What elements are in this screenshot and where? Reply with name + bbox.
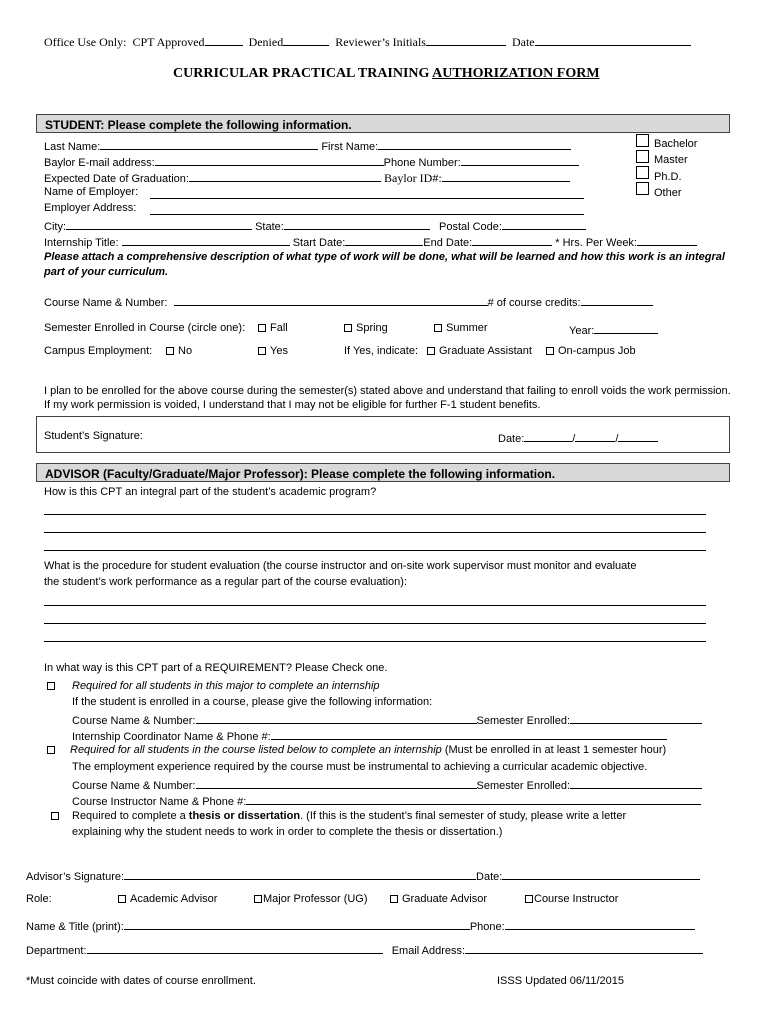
advisor-signature-row [26, 868, 700, 884]
campus-yes-option[interactable] [258, 345, 288, 358]
opt2-instructor-label: Course Instructor Name & Phone #: [72, 796, 247, 808]
phd-checkbox[interactable] [636, 166, 649, 179]
office-date-label: Date [511, 35, 535, 49]
end-date-label: End Date: [423, 237, 473, 249]
grad-date-label: Expected Date of Graduation: [44, 173, 189, 185]
employer-address-label: Employer Address: [44, 202, 137, 214]
summer-checkbox[interactable] [434, 324, 442, 332]
employer-address-field[interactable] [150, 214, 584, 215]
phd-label: Ph.D. [654, 171, 682, 183]
master-checkbox[interactable] [636, 150, 649, 163]
postal-field[interactable] [502, 218, 586, 230]
requirement-option-1-checkbox[interactable] [47, 680, 59, 693]
opt1-coordinator-label: Internship Coordinator Name & Phone #: [72, 731, 271, 743]
option-2-rest-text: (Must be enrolled in at least 1 semester hour) [441, 744, 667, 756]
year-field[interactable] [594, 322, 658, 334]
opt1-semester-label: Semester Enrolled: [476, 715, 571, 727]
credits-label: # of course credits: [487, 297, 581, 309]
q1-answer-line-3[interactable] [44, 550, 706, 551]
option-3-bold-text: thesis or dissertation [188, 810, 301, 822]
student-date-label: Date: [498, 433, 525, 445]
start-date-field[interactable] [345, 234, 423, 246]
q2-answer-line-1[interactable] [44, 605, 706, 606]
q2-answer-line-2[interactable] [44, 623, 706, 624]
advisor-email-field[interactable] [465, 942, 703, 954]
advisor-question-1: How is this CPT an integral part of the student’s academic program? [44, 486, 377, 498]
student-header-text: STUDENT: Please complete the following information. [45, 118, 352, 132]
other-label: Other [654, 187, 682, 199]
student-date-row [498, 430, 658, 446]
postal-label: Postal Code: [438, 221, 502, 233]
requirement-option-2-checkbox[interactable] [47, 744, 59, 757]
employer-field[interactable] [150, 198, 584, 199]
advisor-section-header [36, 463, 730, 482]
advisor-question-3: In what way is this CPT part of a REQUIREMENT? Please Check one. [44, 662, 388, 674]
opt2-instructor-row [72, 793, 701, 809]
q1-answer-line-2[interactable] [44, 532, 706, 533]
enrollment-agreement: I plan to be enrolled for the above course during the semester(s) stated above and understand that failing to enroll voids the work permission. If my work permission is voided, I understand that I may not be eligible for further F-1 student benefits. [44, 385, 731, 411]
role-major-professor-checkbox[interactable] [254, 895, 262, 903]
student-date-year[interactable] [618, 430, 658, 442]
name-title-row [26, 918, 695, 934]
denied-label: Denied [248, 35, 284, 49]
opt1-semester-field[interactable] [570, 712, 702, 724]
grad-assistant-checkbox[interactable] [427, 347, 435, 355]
role-academic-advisor-option[interactable] [118, 893, 217, 906]
requirement-option-2-instruction: The employment experience required by the course must be instrumental to achieving a curricular academic objective. [72, 761, 648, 773]
opt2-course-name-field[interactable] [196, 777, 477, 789]
role-major-professor-option[interactable] [254, 893, 368, 906]
advisor-email-label: Email Address: [391, 945, 466, 957]
grad-date-field[interactable] [189, 170, 381, 182]
grad-assistant-option[interactable] [427, 345, 532, 358]
name-title-field[interactable] [124, 918, 470, 930]
date-slash-1: / [572, 433, 576, 445]
option-3-pre-text: Required to complete a [72, 810, 189, 822]
student-section-header [36, 114, 730, 133]
phone-field[interactable] [461, 154, 579, 166]
role-academic-advisor-label: Academic Advisor [130, 893, 218, 905]
name-title-label: Name & Title (print): [26, 921, 124, 933]
employer-label: Name of Employer: [44, 186, 139, 198]
hours-field[interactable] [637, 234, 697, 246]
last-name-label: Last Name: [44, 141, 101, 153]
department-row [26, 942, 703, 958]
attach-description-note: Please attach a comprehensive description of what type of work will be done, what will be learned and how this work is an integral part of your curriculum. [44, 251, 725, 278]
campus-no-option[interactable] [166, 345, 192, 358]
advisor-signature-label: Advisor’s Signature: [26, 871, 125, 883]
other-checkbox[interactable] [636, 182, 649, 195]
last-name-field[interactable] [100, 138, 318, 150]
advisor-date-label: Date: [476, 871, 503, 883]
advisor-signature-field[interactable] [124, 868, 476, 880]
opt2-course-row [72, 777, 702, 793]
row-city [44, 218, 586, 234]
phone-label: Phone Number: [383, 157, 461, 169]
option-3-post-text: . (If this is the student’s final semester of study, please write a letter [300, 810, 627, 822]
start-date-label: Start Date: [292, 237, 346, 249]
city-field[interactable] [66, 218, 252, 230]
summer-option[interactable] [434, 322, 488, 335]
opt2-course-name-label: Course Name & Number: [72, 780, 196, 792]
requirement-option-3-label [72, 810, 626, 823]
summer-label: Summer [446, 322, 488, 334]
row-names [44, 138, 571, 154]
bachelor-label: Bachelor [654, 138, 698, 150]
hours-label: * Hrs. Per Week: [555, 237, 637, 249]
office-use-label: Office Use Only: [44, 35, 127, 49]
cpt-approved-label: CPT Approved [132, 35, 205, 49]
campus-no-label: No [178, 345, 193, 357]
campus-yes-checkbox[interactable] [258, 347, 266, 355]
row-course [44, 294, 653, 310]
requirement-option-3-instruction: explaining why the student needs to work in order to complete the thesis or dissertation.) [72, 826, 503, 838]
option-2-box[interactable] [47, 746, 55, 754]
q1-answer-line-1[interactable] [44, 514, 706, 515]
form-title-prefix: CURRICULAR PRACTICAL TRAINING [173, 66, 430, 81]
on-campus-job-label: On-campus Job [558, 345, 636, 357]
row-grad [44, 170, 570, 186]
fall-option[interactable] [258, 322, 288, 335]
opt2-semester-field[interactable] [570, 777, 702, 789]
credits-field[interactable] [581, 294, 653, 306]
advisor-question-2-line-2: the student’s work performance as a regular part of the course evaluation): [44, 576, 407, 588]
requirement-option-2-label [70, 744, 666, 757]
opt2-semester-label: Semester Enrolled: [476, 780, 571, 792]
master-label: Master [654, 154, 688, 166]
first-name-label: First Name: [321, 141, 379, 153]
department-label: Department: [26, 945, 87, 957]
department-field[interactable] [87, 942, 383, 954]
student-date-month[interactable] [524, 430, 572, 442]
requirement-option-3-checkbox[interactable] [51, 810, 63, 823]
city-label: City: [44, 221, 66, 233]
first-name-field[interactable] [378, 138, 571, 150]
spring-option[interactable] [344, 322, 388, 335]
spring-checkbox[interactable] [344, 324, 352, 332]
year-label: Year: [569, 325, 595, 337]
state-label: State: [255, 221, 284, 233]
row-employer-address [44, 202, 136, 215]
spring-label: Spring [356, 322, 388, 334]
student-signature-label: Student’s Signature: [44, 430, 143, 442]
campus-no-checkbox[interactable] [166, 347, 174, 355]
row-email [44, 154, 579, 170]
advisor-phone-field[interactable] [505, 918, 695, 930]
opt1-course-row [72, 712, 702, 728]
campus-yes-label: Yes [270, 345, 288, 357]
on-campus-job-option[interactable] [546, 345, 636, 358]
requirement-option-1-instruction: If the student is enrolled in a course, please give the following information: [72, 696, 433, 708]
row-internship [44, 234, 697, 250]
role-academic-advisor-checkbox[interactable] [118, 895, 126, 903]
email-field[interactable] [155, 154, 384, 166]
opt2-instructor-field[interactable] [246, 793, 701, 805]
email-label: Baylor E-mail address: [44, 157, 155, 169]
reviewer-initials-label: Reviewer’s Initials [335, 35, 426, 49]
on-campus-job-checkbox[interactable] [546, 347, 554, 355]
role-graduate-advisor-option[interactable] [390, 893, 487, 906]
reviewer-initials-field[interactable] [426, 34, 506, 46]
fall-label: Fall [270, 322, 288, 334]
state-field[interactable] [284, 218, 430, 230]
q2-answer-line-3[interactable] [44, 641, 706, 642]
row-employer [44, 186, 138, 199]
if-yes-label: If Yes, indicate: [344, 345, 418, 357]
advisor-question-2-line-1: What is the procedure for student evaluation (the course instructor and on-site work supervisor must monitor and evaluate [44, 560, 637, 572]
year-row [569, 322, 658, 338]
advisor-date-field[interactable] [502, 868, 700, 880]
role-label: Role: [26, 893, 52, 905]
opt1-course-name-field[interactable] [196, 712, 477, 724]
footer-updated: ISSS Updated 06/11/2015 [497, 975, 625, 987]
date-slash-2: / [615, 433, 619, 445]
bachelor-checkbox[interactable] [636, 134, 649, 147]
form-title [173, 66, 600, 82]
internship-title-field[interactable] [122, 234, 290, 246]
course-name-field[interactable] [174, 294, 488, 306]
opt1-coordinator-field[interactable] [271, 728, 667, 740]
opt1-coordinator-row [72, 728, 667, 744]
office-date-field[interactable] [535, 34, 691, 46]
role-course-instructor-checkbox[interactable] [525, 895, 533, 903]
office-use-line [44, 34, 691, 50]
fall-checkbox[interactable] [258, 324, 266, 332]
option-3-box[interactable] [51, 812, 59, 820]
opt1-course-name-label: Course Name & Number: [72, 715, 196, 727]
role-graduate-advisor-label: Graduate Advisor [402, 893, 487, 905]
student-date-day[interactable] [575, 430, 615, 442]
option-1-box[interactable] [47, 682, 55, 690]
option-2-italic-text: Required for all students in the course listed below to complete an internship [70, 744, 442, 756]
campus-employment-label: Campus Employment: [44, 345, 153, 357]
advisor-header-text: ADVISOR (Faculty/Graduate/Major Professor): Please complete the following information. [45, 467, 556, 481]
footer-note: *Must coincide with dates of course enrollment. [26, 975, 256, 987]
form-title-underlined: AUTHORIZATION FORM [432, 66, 600, 81]
role-course-instructor-option[interactable] [525, 893, 618, 906]
cpt-approved-field[interactable] [205, 34, 243, 46]
baylor-id-label: Baylor ID#: [384, 171, 442, 185]
role-major-professor-label: Major Professor (UG) [263, 893, 368, 905]
internship-title-label: Internship Title: [44, 237, 119, 249]
course-name-label: Course Name & Number: [44, 297, 168, 309]
requirement-option-1-label: Required for all students in this major to complete an internship [72, 680, 380, 692]
denied-field[interactable] [283, 34, 329, 46]
advisor-phone-label: Phone: [469, 921, 505, 933]
grad-assistant-label: Graduate Assistant [439, 345, 532, 357]
role-course-instructor-label: Course Instructor [534, 893, 619, 905]
baylor-id-field[interactable] [442, 170, 570, 182]
end-date-field[interactable] [472, 234, 552, 246]
role-graduate-advisor-checkbox[interactable] [390, 895, 398, 903]
semester-label: Semester Enrolled in Course (circle one): [44, 322, 246, 334]
